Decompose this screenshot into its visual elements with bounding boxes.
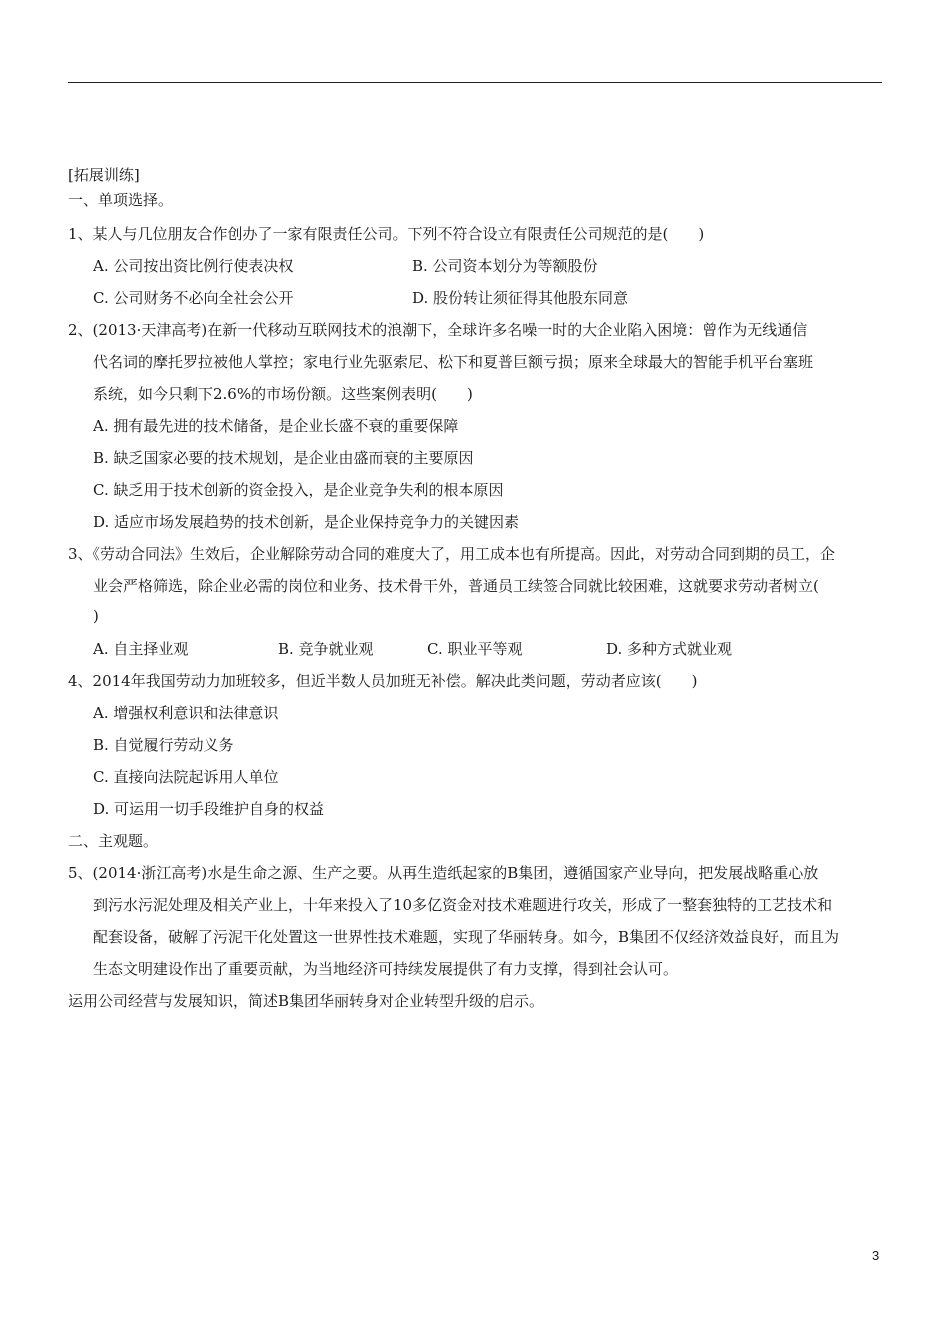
q3-option-c: C. 职业平等观 [427,640,523,658]
q3-stem-line-3: ) [93,607,99,625]
header-rule [68,82,882,83]
q5-stem-line-2: 到污水污泥处理及相关产业上，十年来投入了10多亿资金对技术难题进行攻关，形成了一整套独特的工艺技术和 [93,896,833,914]
q2-option-c: C. 缺乏用于技术创新的资金投入，是企业竞争失利的根本原因 [93,481,504,499]
q2-stem-line-1: 2、(2013·天津高考)在新一代移动互联网技术的浪潮下，全球许多名噪一时的大企业陷入困境：曾作为无线通信 [68,321,808,339]
q2-stem-line-3: 系统，如今只剩下2.6%的市场份额。这些案例表明( ) [93,385,473,403]
q2-option-b: B. 缺乏国家必要的技术规划，是企业由盛而衰的主要原因 [93,449,474,467]
q4-stem: 4、2014年我国劳动力加班较多，但近半数人员加班无补偿。解决此类问题，劳动者应该( ) [68,672,698,690]
q5-stem-line-1: 5、(2014·浙江高考)水是生命之源、生产之要。从再生造纸起家的B集团，遵循国家产业导向，把发展战略重心放 [68,864,819,882]
q2-option-d: D. 适应市场发展趋势的技术创新，是企业保持竞争力的关键因素 [93,513,520,531]
q3-options-row [0,639,950,659]
part2-title: 二、主观题。 [68,832,159,850]
q2-option-a: A. 拥有最先进的技术储备，是企业长盛不衰的重要保障 [93,417,459,435]
q5-stem-line-3: 配套设备，破解了污泥干化处置这一世界性技术难题，实现了华丽转身。如今，B集团不仅经济效益良好，而且为 [93,928,840,946]
q5-question: 运用公司经营与发展知识，简述B集团华丽转身对企业转型升级的启示。 [68,992,545,1010]
q4-option-b: B. 自觉履行劳动义务 [93,736,234,754]
q3-option-b: B. 竞争就业观 [278,640,374,658]
q1-option-d: D. 股份转让须征得其他股东同意 [412,289,629,307]
q4-option-a: A. 增强权利意识和法律意识 [93,704,279,722]
q4-option-d: D. 可运用一切手段维护自身的权益 [93,800,325,818]
q1-options-row-1 [0,256,950,276]
section-title: [拓展训练] [68,166,140,184]
part1-title: 一、单项选择。 [68,191,174,209]
q1-stem: 1、某人与几位朋友合作创办了一家有限责任公司。下列不符合设立有限责任公司规范的是( ) [68,225,705,243]
q4-option-c: C. 直接向法院起诉用人单位 [93,768,279,786]
q1-option-a: A. 公司按出资比例行使表决权 [93,257,294,275]
q3-option-a: A. 自主择业观 [93,640,189,658]
q3-stem-line-2: 业会严格筛选，除企业必需的岗位和业务、技术骨干外，普通员工续签合同就比较困难，这就要求劳动者树立( [93,577,819,595]
q3-option-d: D. 多种方式就业观 [606,640,733,658]
q2-stem-line-2: 代名词的摩托罗拉被他人掌控；家电行业先驱索尼、松下和夏普巨额亏损；原来全球最大的智能手机平台塞班 [93,353,814,371]
q1-option-c: C. 公司财务不必向全社会公开 [93,289,294,307]
page-number: 3 [872,1248,880,1263]
q3-stem-line-1: 3、《劳动合同法》生效后，企业解除劳动合同的难度大了，用工成本也有所提高。因此，对劳动合同到期的员工，企 [68,545,836,563]
q1-options-row-2 [0,288,950,308]
q1-option-b: B. 公司资本划分为等额股份 [412,257,598,275]
q5-stem-line-4: 生态文明建设作出了重要贡献，为当地经济可持续发展提供了有力支撑，得到社会认可。 [93,960,679,978]
